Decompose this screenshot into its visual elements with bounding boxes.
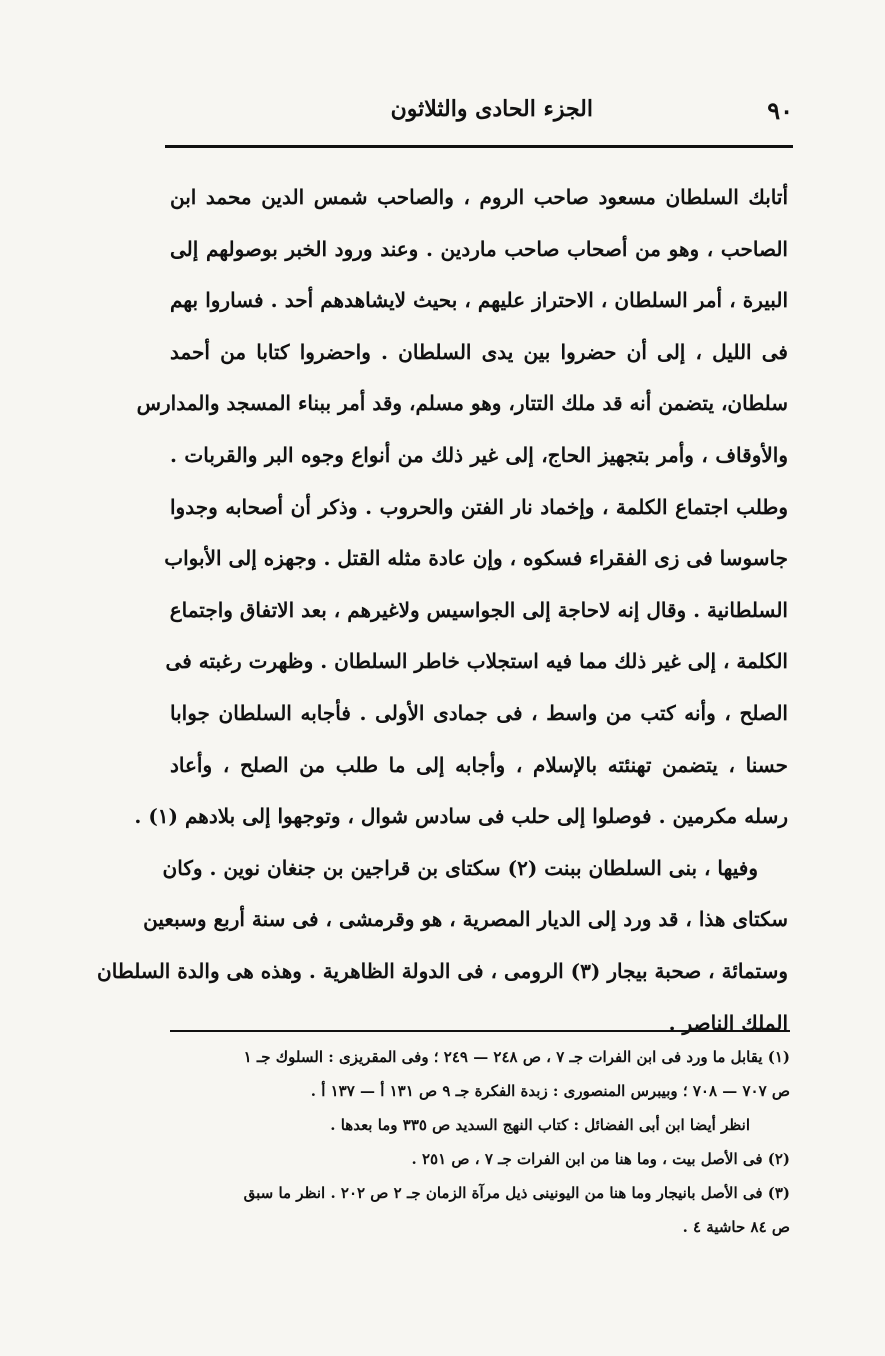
footnote-line: ص ٧٠٧ — ٧٠٨ ؛ وبيبرس المنصورى : زبدة الفكرة جـ ٩ ص ١٣١ أ — ١٣٧ أ . <box>310 1082 790 1100</box>
footnote-line: ص ٨٤ حاشية ٤ . <box>682 1218 790 1236</box>
text-line: سكتاى هذا ، قد ورد إلى الديار المصرية ، هو وقرمشى ، فى سنة أربع وسبعين <box>143 907 788 932</box>
text-line: الصاحب ، وهو من أصحاب صاحب ماردين . وعند ورود الخبر بوصولهم إلى <box>170 236 788 261</box>
text-line: والأوقاف ، وأمر بتجهيز الحاج، إلى غير ذلك من أنواع وجوه البر والقربات . <box>170 442 788 467</box>
text-line: جاسوسا فى زى الفقراء فسكوه ، وإن عادة مثله القتل . وجهزه إلى الأبواب <box>164 546 788 571</box>
footnote-line: انظر أيضا ابن أبى الفضائل : كتاب النهج السديد ص ٣٣٥ وما بعدها . <box>330 1116 750 1134</box>
main-text <box>97 172 788 1049</box>
text-line: وطلب اجتماع الكلمة ، وإخماد نار الفتن والحروب . وذكر أن أصحابه وجدوا <box>170 494 788 519</box>
text-line: وستمائة ، صحبة بيجار (٣) الرومى ، فى الدولة الظاهرية . وهذه هى والدة السلطان <box>97 958 788 983</box>
header-rule <box>165 145 793 148</box>
text-line: أتابك السلطان مسعود صاحب الروم ، والصاحب شمس الدين محمد ابن <box>170 185 788 209</box>
text-line: السلطانية . وقال إنه لاحاجة إلى الجواسيس ولاغيرهم ، بعد الاتفاق واجتماع <box>169 597 788 622</box>
running-title: الجزء الحادى والثلاثون <box>390 96 593 122</box>
footnote-line: (٢) فى الأصل بيت ، وما هنا من ابن الفرات جـ ٧ ، ص ٢٥١ . <box>411 1150 790 1168</box>
text-line: الصلح ، وأنه كتب من واسط ، فى جمادى الأولى . فأجابه السلطان جوابا <box>170 700 788 725</box>
text-line: البيرة ، أمر السلطان ، الاحتراز عليهم ، بحيث لايشاهدهم أحد . فساروا بهم <box>170 288 788 313</box>
footnote-rule <box>170 1030 790 1032</box>
page-number: ٩٠ <box>767 96 793 125</box>
text-line: فى الليل ، إلى أن حضروا بين يدى السلطان . واحضروا كتابا من أحمد <box>170 339 788 364</box>
footnote-line: (٣) فى الأصل بانيجار وما هنا من اليونينى ذيل مرآة الزمان جـ ٢ ص ٢٠٢ . انظر ما سبق <box>243 1184 790 1202</box>
footnotes <box>170 1040 790 1244</box>
text-line: سلطان، يتضمن أنه قد ملك التتار، وهو مسلم، وقد أمر ببناء المسجد والمدارس <box>136 391 788 416</box>
text-line: حسنا ، يتضمن تهنئته بالإسلام ، وأجابه إلى ما طلب من الصلح ، وأعاد <box>170 752 788 777</box>
page-header <box>165 92 793 138</box>
text-line: وفيها ، بنى السلطان ببنت (٢) سكتاى بن قراجين بن جنغان نوين . وكان <box>162 855 758 880</box>
text-line: رسله مكرمين . فوصلوا إلى حلب فى سادس شوال ، وتوجهوا إلى بلادهم (١) . <box>134 804 788 829</box>
text-line: الكلمة ، إلى غير ذلك مما فيه استجلاب خاطر السلطان . وظهرت رغبته فى <box>165 649 788 674</box>
footnote-line: (١) يقابل ما ورد فى ابن الفرات جـ ٧ ، ص ٢٤٨ — ٢٤٩ ؛ وفى المقريزى : السلوك جـ ١ <box>243 1048 790 1066</box>
text-line: الملك الناصر . <box>668 1010 788 1035</box>
